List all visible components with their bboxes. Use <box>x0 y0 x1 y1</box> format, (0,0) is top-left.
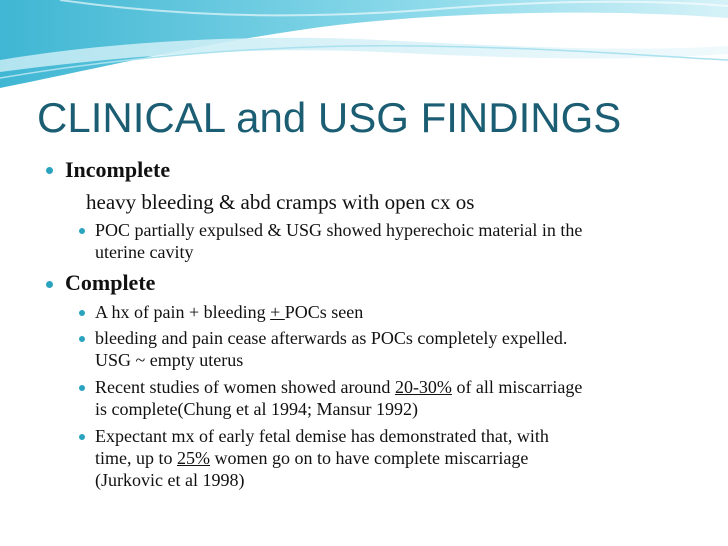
bullet-dot-icon <box>46 281 53 288</box>
list-item-text: Recent studies of women showed around <box>95 377 395 397</box>
plus-minus-underlined: + <box>270 302 285 322</box>
list-item-text: of all miscarriage <box>451 377 583 397</box>
list-item-text: POCs seen <box>284 302 364 322</box>
bullet-dot-icon <box>79 434 85 440</box>
section-description-incomplete: heavy bleeding & abd cramps with open cx os <box>86 190 475 214</box>
list-item <box>95 425 695 491</box>
list-item-text: time, up to <box>95 448 177 468</box>
list-item <box>95 301 695 323</box>
bullet-dot-icon <box>79 228 85 234</box>
bullet-dot-icon <box>79 336 85 342</box>
list-item-line <box>95 447 695 469</box>
section-heading-incomplete: Incomplete <box>65 157 171 182</box>
bullet-dot-icon <box>79 385 85 391</box>
list-item-line: USG ~ empty uterus <box>95 350 244 370</box>
list-item-line: is complete(Chung et al 1994; Mansur 1992) <box>95 399 418 419</box>
section-heading-complete: Complete <box>65 270 156 295</box>
list-item-line: POC partially expulsed & USG showed hyperechoic material in the <box>95 220 583 240</box>
slide-title: CLINICAL and USG FINDINGS <box>37 94 622 141</box>
list-item-line: uterine cavity <box>95 242 194 262</box>
list-item-text: women go on to have complete miscarriage <box>210 448 529 468</box>
list-item <box>95 327 695 371</box>
list-item-line <box>95 376 695 398</box>
percentage-underlined: 25% <box>177 448 210 468</box>
list-item <box>95 219 695 263</box>
list-item-line: Expectant mx of early fetal demise has demonstrated that, with <box>95 426 549 446</box>
percentage-underlined: 20-30% <box>394 377 452 397</box>
bullet-dot-icon <box>46 167 53 174</box>
list-item-text: A hx of pain + bleeding <box>95 302 271 322</box>
list-item-line: bleeding and pain cease afterwards as POCs completely expelled. <box>95 328 568 348</box>
list-item <box>95 376 695 420</box>
bullet-dot-icon <box>79 310 85 316</box>
list-item-line: (Jurkovic et al 1998) <box>95 470 245 490</box>
